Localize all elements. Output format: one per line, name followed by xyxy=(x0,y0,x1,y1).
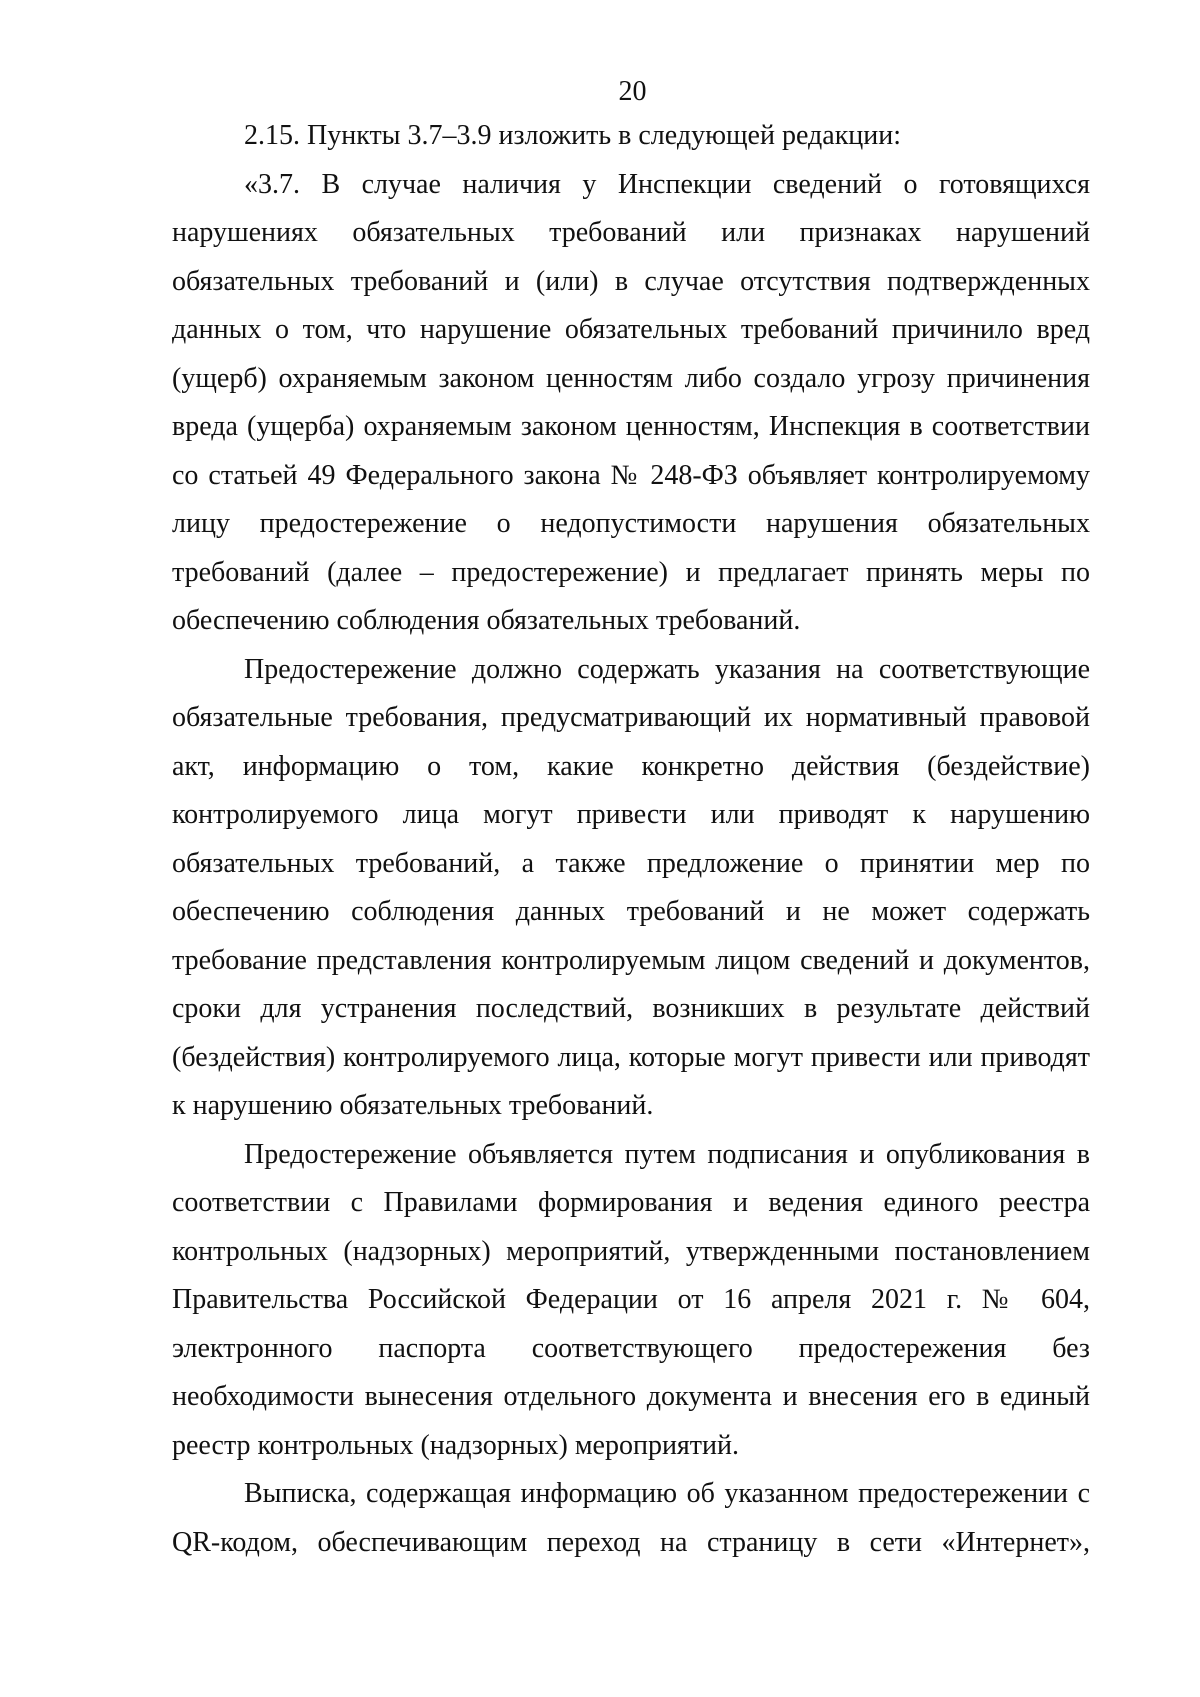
paragraph-warning-publication: Предостережение объявляется путем подписания и опубликования в соответствии с Правилами формирования и ведения единого реестра контрольных (надзорных) мероприятий, утвержденными постановлением Правительства Российской Федерации от 16 апреля 2021 г. № 604, электронного паспорта соответствующего предостережения без необходимости вынесения отдельного документа и внесения его в единый реестр контрольных (надзорных) мероприятий. xyxy=(172,1138,1090,1461)
paragraph-warning-content: Предостережение должно содержать указания на соответствующие обязательные требования, предусматривающий их нормативный правовой акт, информацию о том, какие конкретно действия (бездействие) контролируемого лица могут привести или приводят к нарушению обязательных требований, а также предложение о принятии мер по обеспечению соблюдения данных требований и не может содержать требование представления контролируемым лицом сведений и документов, сроки для устранения последствий, возникших в результате действий (бездействия) контролируемого лица, которые могут привести или приводят к нарушению обязательных требований. xyxy=(172,653,1090,1121)
paragraph-3-7: «3.7. В случае наличия у Инспекции сведений о готовящихся нарушениях обязательных требований или признаках нарушений обязательных требований и (или) в случае отсутствия подтвержденных данных о том, что нарушение обязательных требований причинило вред (ущерб) охраняемым законом ценностям либо создало угрозу причинения вреда (ущерба) охраняемым законом ценностям, Инспекция в соответствии со статьей 49 Федерального закона № 248-ФЗ объявляет контролируемому лицу предостережение о недопустимости нарушения обязательных требований (далее – предостережение) и предлагает принять меры по обеспечению соблюдения обязательных требований. xyxy=(172,168,1090,636)
document-body xyxy=(172,112,1090,1567)
page-number: 20 xyxy=(618,76,647,107)
paragraph-2-15-heading: 2.15. Пункты 3.7–3.9 изложить в следующей редакции: xyxy=(244,120,902,151)
paragraph-extract-qr: Выписка, содержащая информацию об указанном предостережении с QR-кодом, обеспечивающим переход на страницу в сети «Интернет», xyxy=(172,1478,1090,1558)
